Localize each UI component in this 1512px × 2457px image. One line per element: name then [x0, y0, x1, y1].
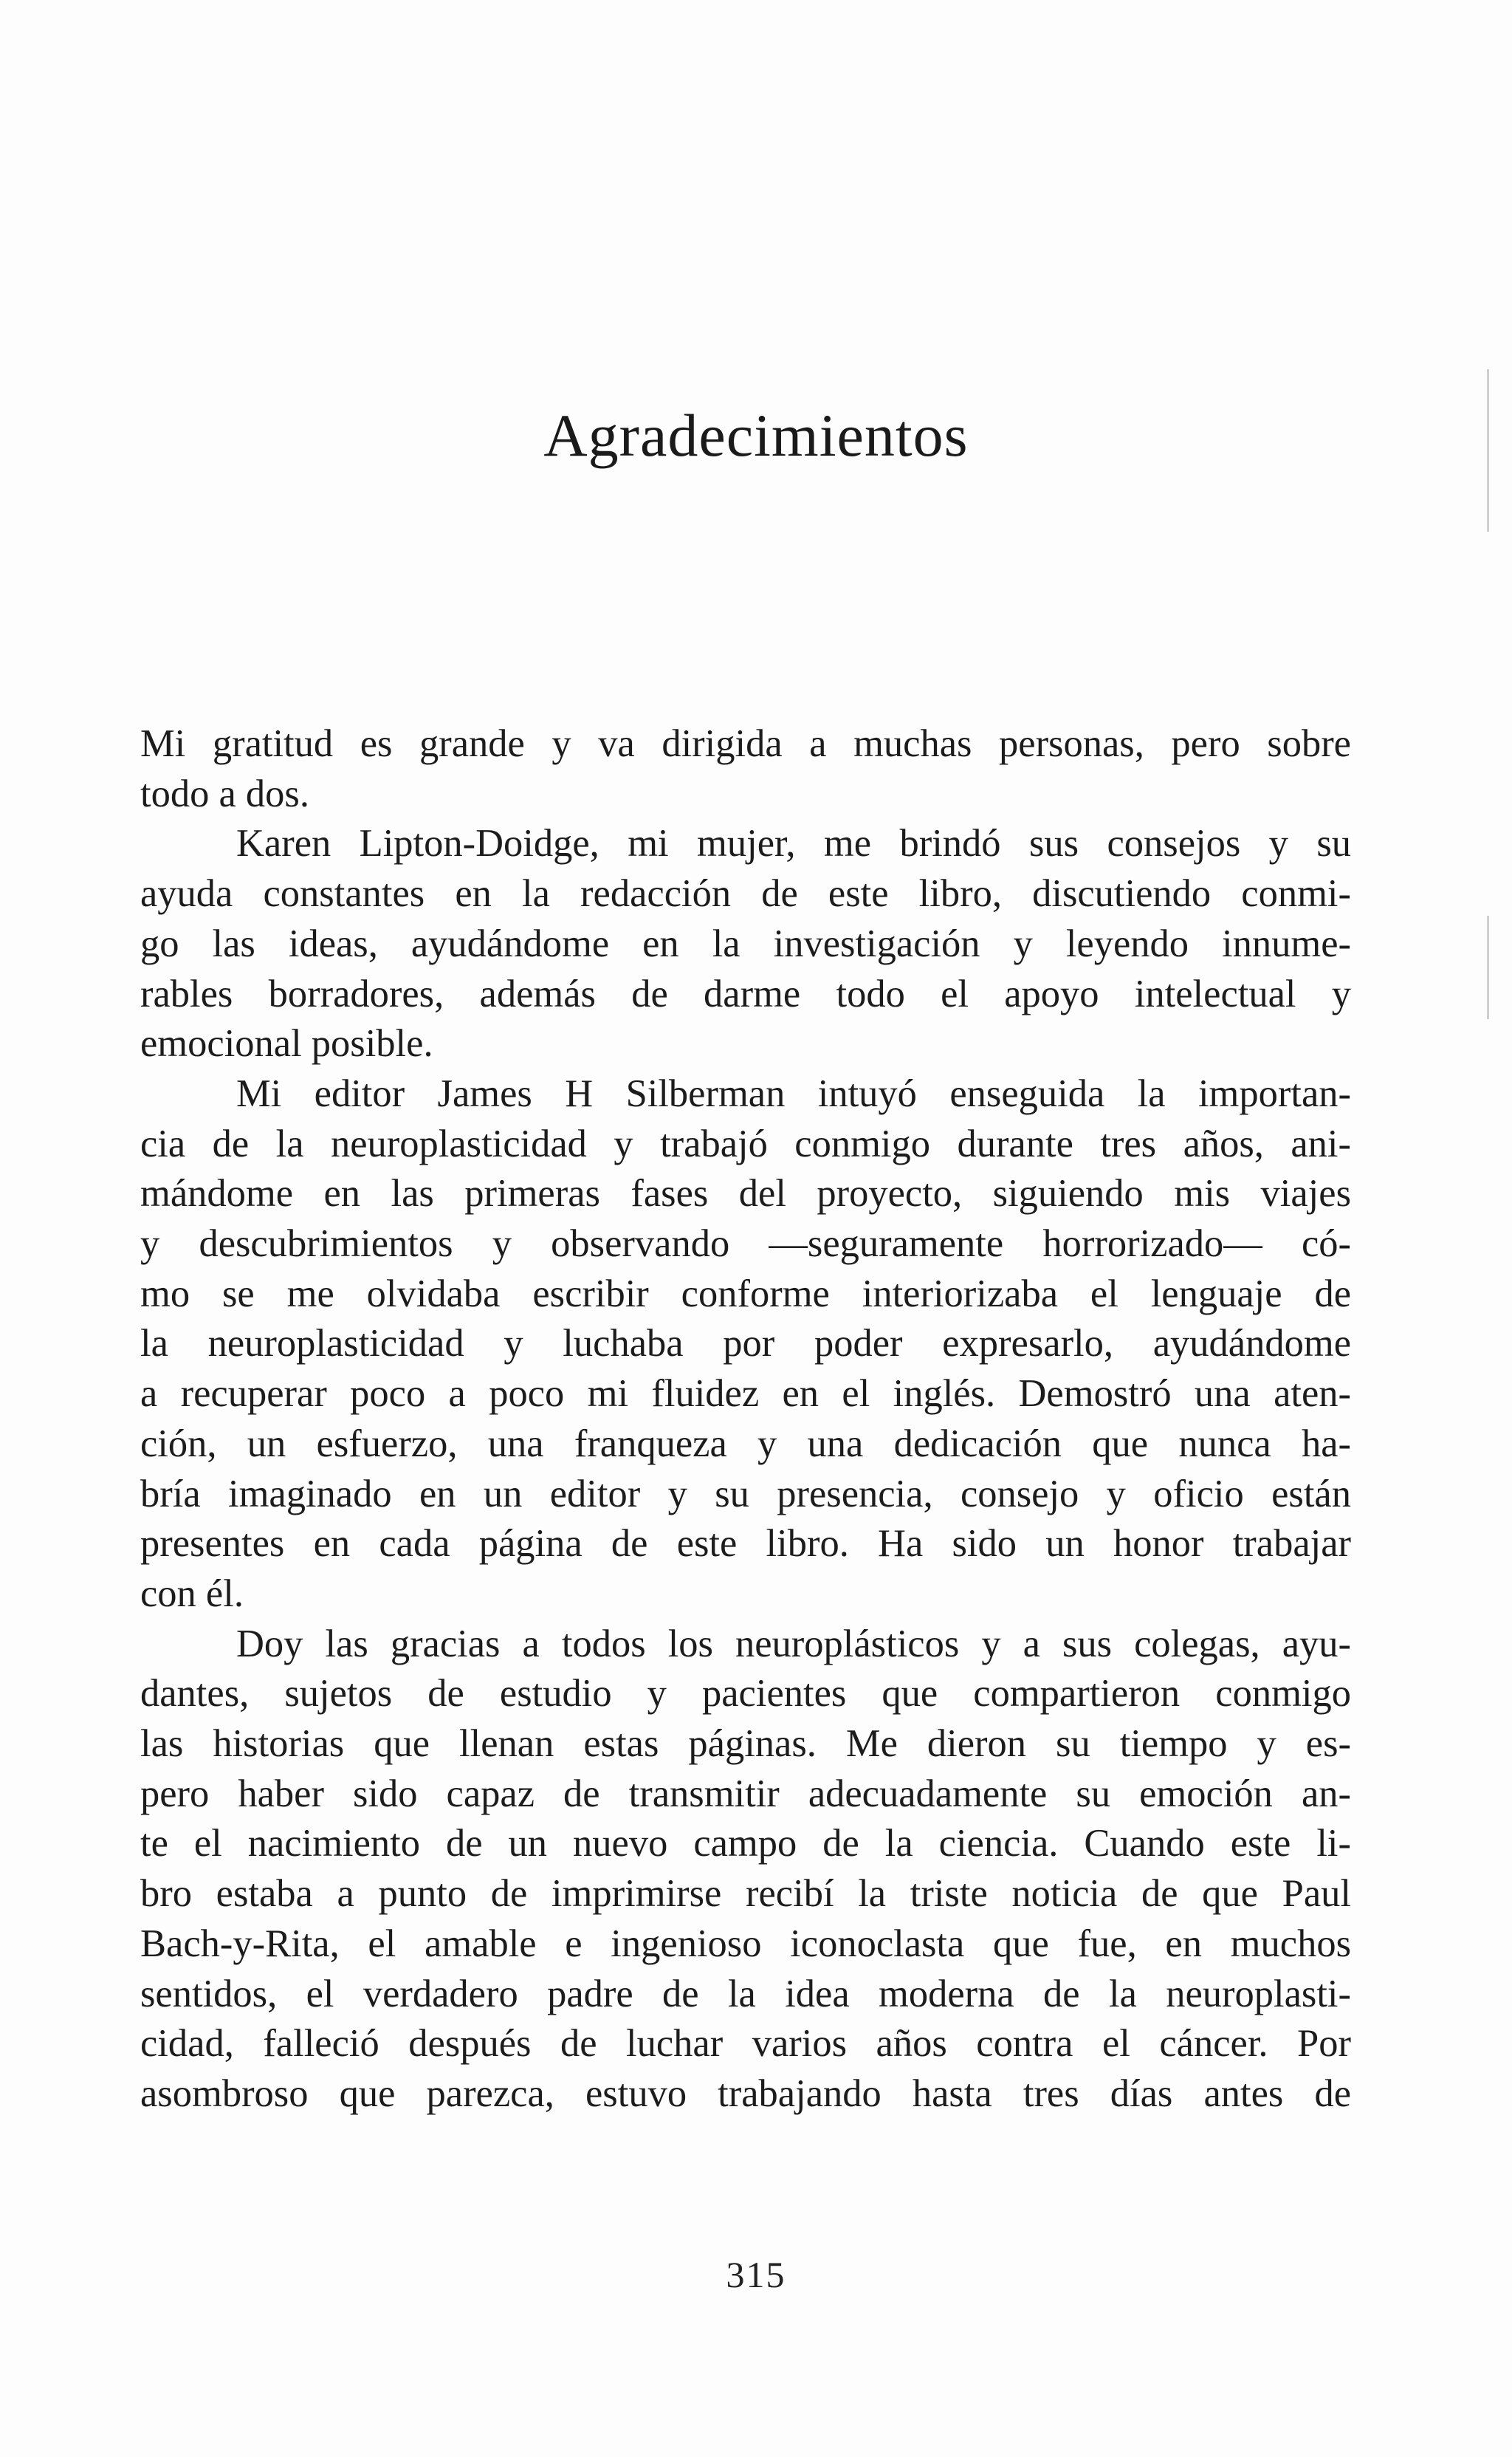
text-line: con él.: [140, 1572, 244, 1615]
page-number: 315: [726, 2254, 786, 2295]
text-line: cia de la neuroplasticidad y trabajó conmigo durante tres años, ani-: [140, 1122, 1351, 1165]
text-line: a recuperar poco a poco mi fluidez en el inglés. Demostró una aten-: [140, 1372, 1351, 1416]
text-line: Bach-y-Rita, el amable e ingenioso iconoclasta que fue, en muchos: [140, 1922, 1351, 1965]
text-line: bría imaginado en un editor y su presencia, consejo y oficio están: [140, 1472, 1351, 1515]
text-line: dantes, sujetos de estudio y pacientes que compartieron conmigo: [140, 1672, 1351, 1716]
text-line: bro estaba a punto de imprimirse recibí la triste noticia de que Paul: [140, 1872, 1351, 1916]
text-line: la neuroplasticidad y luchaba por poder expresarlo, ayudándome: [140, 1322, 1351, 1365]
text-line: mo se me olvidaba escribir conforme interiorizaba el lenguaje de: [140, 1272, 1351, 1315]
text-line: go las ideas, ayudándome en la investigación y leyendo innume-: [140, 922, 1351, 965]
text-line: ayuda constantes en la redacción de este libro, discutiendo conmi-: [140, 872, 1351, 916]
paragraph: [140, 1069, 1351, 1620]
paragraph: [140, 719, 1351, 819]
text-line: sentidos, el verdadero padre de la idea moderna de la neuroplasti-: [140, 1972, 1351, 2015]
paragraph: [140, 1620, 1351, 2120]
body-text: [140, 719, 1351, 2120]
text-line: pero haber sido capaz de transmitir adecuadamente su emoción an-: [140, 1772, 1351, 1815]
text-line: emocional posible.: [140, 1022, 433, 1066]
text-line: y descubrimientos y observando —seguramente horrorizado— có-: [140, 1222, 1351, 1266]
text-line: Mi editor James H Silberman intuyó enseguida la importan-: [236, 1072, 1351, 1115]
text-line: Doy las gracias a todos los neuroplásticos y a sus colegas, ayu-: [236, 1622, 1351, 1665]
text-line: todo a dos.: [140, 772, 309, 815]
text-line: cidad, falleció después de luchar varios años contra el cáncer. Por: [140, 2022, 1351, 2066]
text-line: asombroso que parezca, estuvo trabajando hasta tres días antes de: [140, 2072, 1351, 2115]
text-line: Karen Lipton-Doidge, mi mujer, me brindó sus consejos y su: [236, 822, 1351, 866]
text-line: las historias que llenan estas páginas. Me dieron su tiempo y es-: [140, 1722, 1351, 1766]
text-line: ción, un esfuerzo, una franqueza y una dedicación que nunca ha-: [140, 1422, 1351, 1465]
text-line: Mi gratitud es grande y va dirigida a muchas personas, pero sobre: [140, 722, 1351, 765]
text-line: rables borradores, además de darme todo el apoyo intelectual y: [140, 972, 1351, 1015]
paragraph: [140, 819, 1351, 1069]
text-line: te el nacimiento de un nuevo campo de la ciencia. Cuando este li-: [140, 1822, 1351, 1865]
scan-edge-mark: [1487, 916, 1489, 1019]
text-line: presentes en cada página de este libro. Ha sido un honor trabajar: [140, 1522, 1351, 1566]
text-line: mándome en las primeras fases del proyecto, siguiendo mis viajes: [140, 1172, 1351, 1216]
chapter-title: Agradecimientos: [543, 402, 969, 469]
